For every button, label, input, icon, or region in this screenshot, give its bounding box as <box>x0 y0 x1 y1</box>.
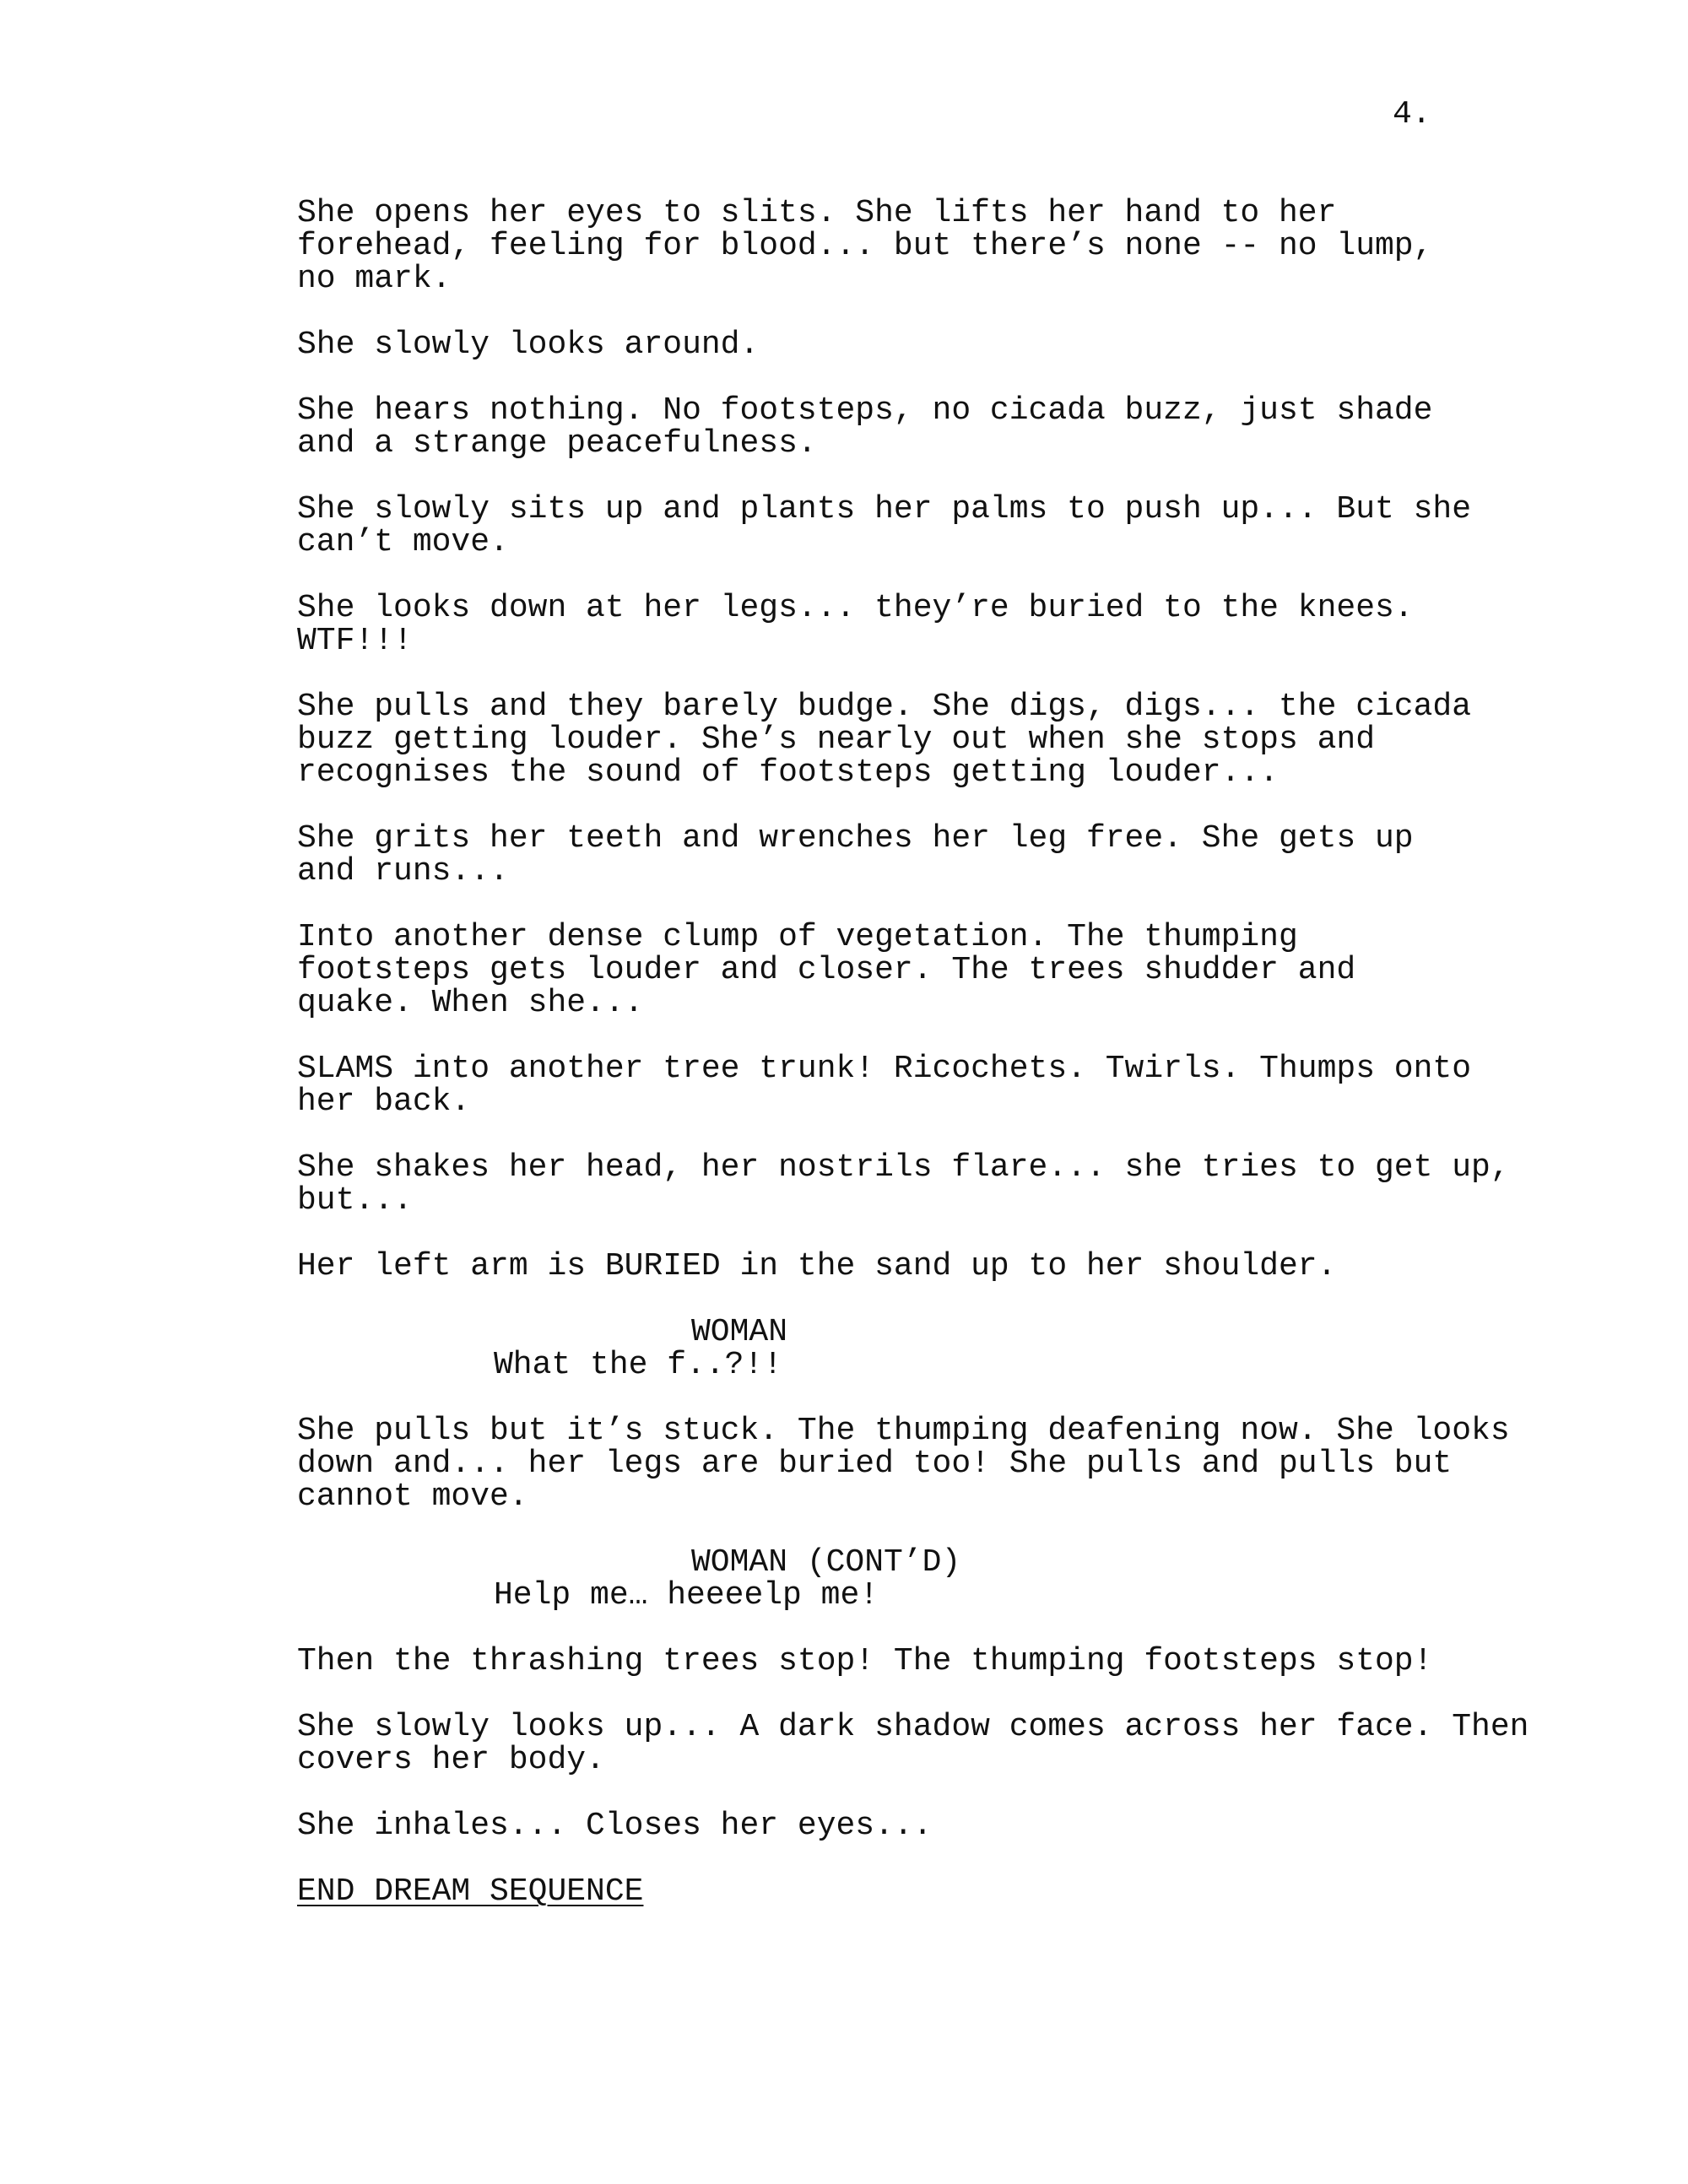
action-line: She looks down at her legs... they’re buried to the knees. WTF!!! <box>297 590 1414 659</box>
action-line: She slowly looks up... A dark shadow comes across her face. Then covers her body. <box>297 1709 1529 1778</box>
action-line: Her left arm is BURIED in the sand up to her shoulder. <box>297 1248 1337 1284</box>
action-line: She grits her teeth and wrenches her leg free. She gets up and runs... <box>297 820 1414 889</box>
action-line: She pulls but it’s stuck. The thumping deafening now. She looks down and... her legs are buried too! She pulls and pulls but cannot move. <box>297 1413 1510 1515</box>
dialogue-block <box>297 1316 1614 1381</box>
action-line: She pulls and they barely budge. She digs, digs... the cicada buzz getting louder. She’s nearly out when she stops and recognises the sound of footsteps getting louder... <box>297 689 1472 791</box>
character-name: WOMAN <box>691 1314 788 1350</box>
action-line: She shakes her head, her nostrils flare... she tries to get up, but... <box>297 1149 1510 1219</box>
page-number: 4. <box>1393 96 1431 132</box>
character-name: WOMAN (CONT’D) <box>691 1544 961 1581</box>
action-line: Then the thrashing trees stop! The thumping footsteps stop! <box>297 1643 1433 1679</box>
action-line: Into another dense clump of vegetation. The thumping footsteps gets louder and closer. The trees shudder and quake. When she... <box>297 919 1356 1021</box>
dialogue-block <box>297 1546 1614 1612</box>
scene-transition: END DREAM SEQUENCE <box>297 1873 644 1910</box>
screenplay-body <box>297 197 1614 1908</box>
action-line: She slowly sits up and plants her palms to push up... But she can’t move. <box>297 491 1472 560</box>
dialogue-line: What the f..?!! <box>494 1347 783 1383</box>
action-line: She hears nothing. No footsteps, no cicada buzz, just shade and a strange peacefulness. <box>297 392 1433 462</box>
action-line: She slowly looks around. <box>297 327 760 363</box>
dialogue-line: Help me… heeeelp me! <box>494 1577 879 1614</box>
action-line: She opens her eyes to slits. She lifts her hand to her forehead, feeling for blood... but there’s none -- no lump, no mark. <box>297 195 1433 297</box>
action-line: She inhales... Closes her eyes... <box>297 1808 933 1844</box>
action-line: SLAMS into another tree trunk! Ricochets. Twirls. Thumps onto her back. <box>297 1051 1472 1120</box>
